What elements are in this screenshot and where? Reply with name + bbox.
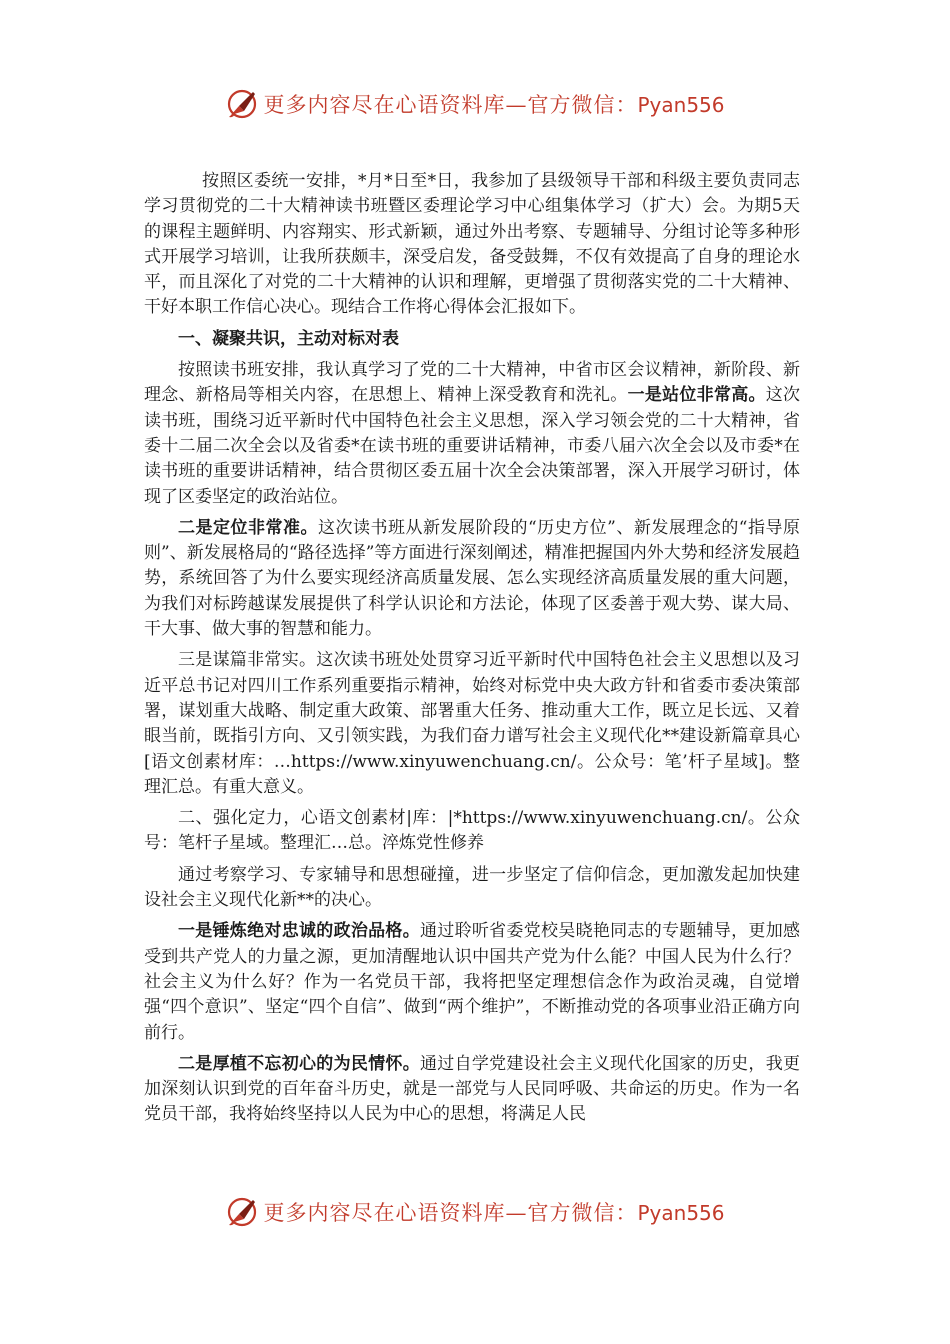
- paragraph-people: [144, 1052, 800, 1128]
- paragraph-study-lead: 按照读书班安排，我认真学习了党的二十大精神，中省市区会议精神，新阶段、新理念、新格局等相关内容，在思想上、精神上深受教育和洗礼。: [144, 360, 800, 406]
- paragraph-positioning: [144, 516, 800, 642]
- banner-label: 更多内容尽在心语资料库—官方微信：: [263, 93, 638, 117]
- footer-banner: [0, 1192, 950, 1232]
- section-heading-1: [144, 327, 800, 352]
- wechat-id: Pyan556: [637, 1201, 725, 1225]
- document-body: [144, 169, 800, 1134]
- brush-logo-icon: [225, 1195, 259, 1229]
- intro-paragraph: 按照区委统一安排，*月*日至*日，我参加了县级领导干部和科级主要负责同志学习贯彻党的二十大精神读书班暨区委理论学习中心组集体学习（扩大）会。为期5天的课程主题鲜明、内容翔实、形式新颖，通过外出考察、专题辅导、分组讨论等多种形式开展学习培训，让我所获颇丰，深受启发，备受鼓舞，不仅有效提高了自身的理论水平，而且深化了对党的二十大精神的认识和理解，更增强了贯彻落实党的二十大精神、干好本职工作信心决心。现结合工作将心得体会汇报如下。: [144, 171, 800, 318]
- banner-text: [263, 1197, 724, 1227]
- paragraph-loyalty: [144, 919, 800, 1045]
- header-banner: [0, 84, 950, 124]
- paragraph-study: [144, 358, 800, 510]
- paragraph-loyalty-bold: 一是锤炼绝对忠诚的政治品格。: [178, 921, 420, 942]
- paragraph-people-bold: 二是厚植不忘初心的为民情怀。: [178, 1053, 420, 1074]
- paragraph-positioning-rest: 这次读书班从新发展阶段的“历史方位”、新发展理念的“指导原则”、新发展格局的“路径选择”等方面进行深刻阐述，精准把握国内外大势和经济发展趋势，系统回答了为什么要实现经济高质量发展、怎么实现经济高质量发展的重大问题，为我们对标跨越谋发展提供了科学认识论和方法论，体现了区委善于观大势、谋大局、干大事、做大事的智慧和能力。: [144, 517, 800, 640]
- paragraph-inspection: 通过考察学习、专家辅导和思想碰撞，进一步坚定了信仰信念，更加激发起加快建设社会主义现代化新**的决心。: [144, 864, 800, 911]
- paragraph-people-rest: 通过自学党建设社会主义现代化国家的历史，我更加深刻认识到党的百年奋斗历史，就是一部党与人民同呼吸、共命运的历史。作为一名党员干部，我将始终坚持以人民为中心的思想，将满足人民: [144, 1053, 800, 1125]
- paragraph-study-bold: 一是站位非常高。: [627, 385, 766, 406]
- section-heading-2: 二、强化定力，心语文创素材|库：|*https://www.xinyuwenchuang.cn/。公众号：笔杆子星域。整理汇…总。淬炼党性修养: [144, 808, 800, 854]
- wechat-id: Pyan556: [637, 93, 725, 117]
- brush-logo-icon: [225, 87, 259, 121]
- paragraph-loyalty-rest: 通过聆听省委党校吴晓艳同志的专题辅导，更加感受到共产党人的力量之源，更加清醒地认识中国共产党为什么能？中国人民为什么行？社会主义为什么好？作为一名党员干部，我将把坚定理想信念作为政治灵魂，自觉增强“四个意识”、坚定“四个自信”、做到“两个维护”，不断推动党的各项事业沿正确方向前行。: [144, 921, 800, 1043]
- paragraph-planning: 三是谋篇非常实。这次读书班处处贯穿习近平新时代中国特色社会主义思想以及习近平总书记对四川工作系列重要指示精神，始终对标党中央大政方针和省委市委决策部署，谋划重大战略、制定重大政策、部署重大任务、推动重大工作，既立足长远、又着眼当前，既指引方向、又引领实践，为我们奋力谱写社会主义现代化**建设新篇章具心[语文创素材库：…https://www.xinyuwenchuang.cn/。公众号：笔’杆子星域]。整理汇总。有重大意义。: [144, 650, 800, 797]
- banner-label: 更多内容尽在心语资料库—官方微信：: [263, 1201, 638, 1225]
- paragraph-positioning-bold: 二是定位非常准。: [178, 517, 318, 538]
- section-heading-1-text: 一、凝聚共识，主动对标对表: [178, 328, 399, 349]
- banner-text: [263, 89, 724, 119]
- paragraph-study-rest: 这次读书班，围绕习近平新时代中国特色社会主义思想，深入学习领会党的二十大精神，省委十二届二次全会以及省委*在读书班的重要讲话精神，市委八届六次全会以及市委*在读书班的重要讲话精神，结合贯彻区委五届十次全会决策部署，深入开展学习研讨，体现了区委坚定的政治站位。: [144, 385, 801, 507]
